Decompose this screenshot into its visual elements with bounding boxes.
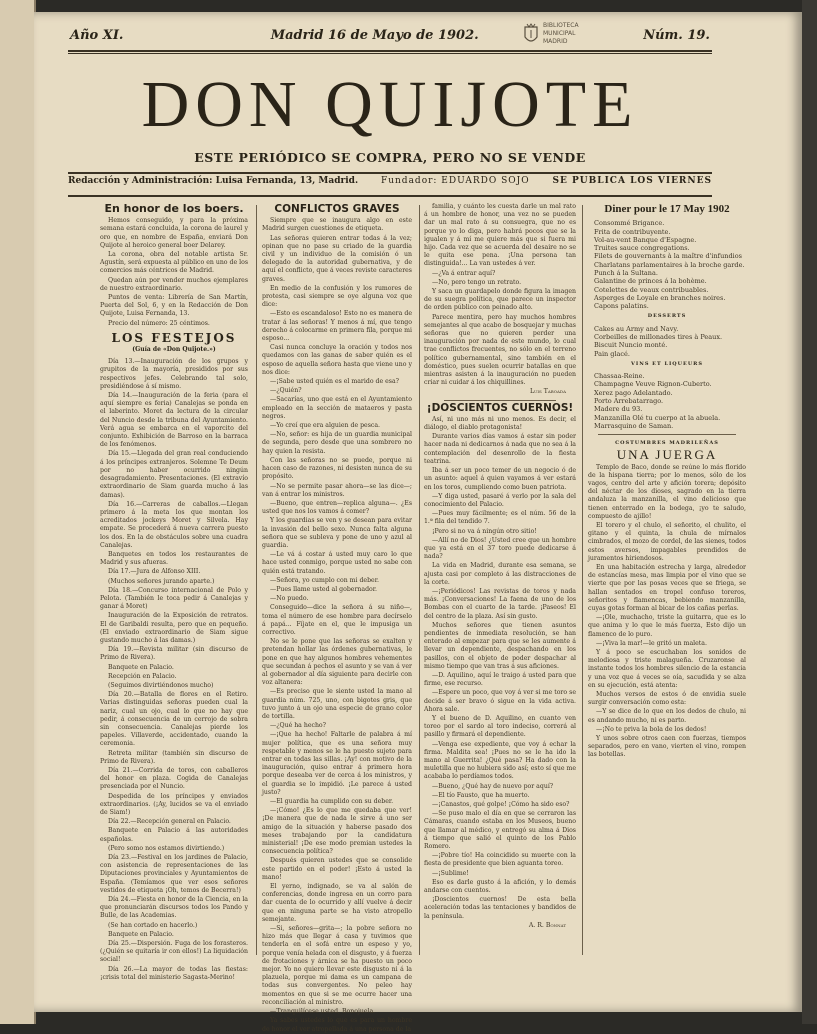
menu-item: Capons palatins. [594,302,649,311]
menu-item: Cotelettes de veaux contribuables. [594,285,709,294]
header-line [70,28,710,43]
menu-item: Filets de gouvernants à la maître d'infundios [594,252,742,261]
conflictos-paragraph: Con las señoras no se puede, porque ni hacen caso de razones, ni desisten nunca de su propósito. [262,456,412,481]
festejos-item: Día 14.—Inauguración de la feria (para el aquí siempre es feria) Canalejas se ponda en el laberinto. Moret da lectura de la circular del Nuncio desde la tribuna del Ayuntamiento. Verá agua se embarca en el vaporcito del conjunto. Exhibición de Barroso en la barraca de los fenómenos. [100,392,248,449]
dessert-list [588,325,746,358]
conflictos-paragraph: Y los guardias se ven y se desean para evitar la invasión del bello sexo. Nunca falta alguna señora que se subleva y pone de uno y azul al guardia. [262,517,412,549]
festejos-item: Banquete en Palacio. [108,663,174,671]
conflictos-paragraph: —No se permite pasar ahora—se las dice—; van á entrar los ministros. [262,482,412,498]
wine-item: Chassaa-Reine. [594,372,645,381]
conflictos-paragraph: Conseguido—dice la señora á su niño—, toma el número de ese hombre para decírselo á papá... Fíjate en el, que le impusiga un correctivo. [262,604,412,636]
conflictos-paragraph: —No puedo. [270,595,309,603]
masthead-title: DON QUIJOTE [141,68,639,141]
festejos-item: Día 15.—Llegada del gran real conduciendo á los príncipes extranjeros. Solemne Te Deum por no haber ocurrido ningún desagradamiento. Presentaciones. (El extravío extraordinario de Siam guarda mucho á las damas). [100,450,248,499]
conflictos-paragraph: —Sacarías, uno que está en el Ayuntamiento empleado en la sección de mataeros y pasta negros. [262,396,412,420]
festejos-item: (Se han cortado en hacerlo.) [108,921,198,929]
doscientos-paragraph: Así, ni uno más ni uno menos. Es decir, el diálogo, el diablo protagonista! [424,415,576,432]
conflictos-paragraph: —Le vá á costar á usted muy caro lo que hace usted conmigo, porque usted no sabe con quién está tratando. [262,551,412,575]
signature-bonnat: A. R. Bonnat [528,921,566,929]
festejos-list [100,358,248,982]
menu-item: Vol-au-vent Banque d'Espagne. [594,235,697,244]
founder: Fundador: EDUARDO SOJO [380,176,530,186]
doscientos-paragraph: —Espere un poco, que voy á ver si me toro se decide á ser bravo ó sigue en la vida activa. Ahora sale. [424,689,576,713]
festejos-item: (Pero somo nos estamos divirtiendo.) [108,844,225,852]
doscientos-paragraph: La vida en Madrid, durante esa semana, se ajusta casi por completo á las distracciones de la corte. [424,562,576,586]
conflictos-paragraph: —Esto es escandaloso! Esto no es manera de tratar á las señoras! Y menos á mí, que tengo derecho á colocarme en primera fila, porque mi esposo... [262,310,412,343]
festejos-item: Día 19.—Revista militar (sin discurso de Primo de Rivera). [100,646,248,662]
conflictos-paragraph: —Tranquilícese usted, Bonojuela. [270,1008,376,1016]
issue-number: Núm. 19. [643,28,710,43]
doscientos-paragraph: —Venga ese expediente, que voy á echar la firma. Maldita sea! ¡Pues no se le ha ido la mano al Guerrita! ¿Qué pasa? Ha dado con la muletilla que no hubiera sido así; esto sí que me acababa lo perdíamos todos. [424,740,576,781]
costumbres-label: COSTUMBRES MADRILEÑAS [615,440,719,447]
library-line-1: BIBLIOTECA [543,22,579,29]
doscientos-title: ¡DOSCIENTOS CUERNOS! [426,401,574,414]
conflictos-paragraph: No se le pone que las señoras se exalten y pretendan hollar las órdenes gubernativas, le pone en que hay algunos hombres vehementes que secundan á pechos el asunto y se van á ver al gobernador al día siguiente para decirle con voz altanera: [262,638,412,687]
year-label: Año XI. [70,28,124,43]
menu-item: Punch á la Sultana. [594,268,658,277]
column-4 [588,203,746,993]
festejos-item: Día 24.—Fiesta en honor de la Ciencia, en la que pronunciarán discursos todos los Pando y Bulle, de las Academias. [100,896,248,920]
doscientos-paragraph: Durante varios días vamos á estar sin poder hacer nada ni dedicarnos á nada que no sea á la contemplación del desenrollo de la fiesta teatrina. [424,433,576,465]
doscientos-paragraph: ¡Pero si no va á ningún otro sitio! [432,527,537,535]
conflictos-paragraph: —Pues llame usted al gobernador. [270,585,378,593]
conflictos-continued [424,203,576,387]
masthead-rule-bottom [68,195,712,197]
festejos-item: Banquetes en todos los restaurantes de Madrid y sus afueras. [100,550,248,567]
conflictos-paragraph: —¿Va á entrar aquí? [432,269,496,277]
menu-list [588,219,746,310]
wine-item: Porto Arrebatarrago. [594,396,664,405]
column-divider-1 [256,205,257,955]
doscientos-paragraph: —Pues muy fácilmente; es el núm. 56 de la 1.ª fila del tendido 7. [424,510,576,526]
doscientos-paragraph: —El tío Fausto, que ha muerto. [432,791,530,799]
festejos-item: Día 25.—Dispersión. Fuga de los forasteros. (¿Quién se quitaría ir con ellos!) La liquidación social! [100,940,248,964]
doscientos-body [424,416,576,921]
boers-p2: La corona, obra del notable artista Sr. Agustín, será expuesta al público en uno de los comercios más céntricos de Madrid. [100,251,248,275]
header-rule-2 [68,53,712,54]
juerga-paragraph: —¡Viva la mar!—le gritó un maleta. [596,639,707,647]
boers-title: En honor de los boers. [104,202,244,215]
boers-p4: Puntos de venta: Librería de San Martín, Puerta del Sol, 6, y en la Redacción de Don Quijote, Luisa Fernanda, 13. [100,294,248,318]
menu-title: Diner pour le 17 May 1902 [604,203,730,215]
dessert-item: Biscuit Nuncio monté. [594,341,668,350]
crest-icon [523,23,539,45]
menu-item: Charlatans parlamentaires à la broche garde. [594,260,745,269]
juerga-paragraph: Templo de Baco, donde se reúne lo más florido de la hispana tierra; por lo menos, sólo de los vagos, centro del arte y afición torera; depósito del néctar de los dioses, sagrado en la tierra andaluza la manzanilla, el vino delicioso que tienen enterrado en la bodega, ¡yo te saludo, compuesto de ajillo! [588,463,746,520]
binding-margin [0,0,36,1024]
doscientos-paragraph: Muchos señores que tienen asuntos pendientes de inmediata resolución, se han enterado al empezar para que se les aumente á llevar un dependiente, despachando en los pasillos, con el objeto de poder despachar al mismo tiempo que van tras á sus aficiones. [424,621,576,670]
festejos-item: Banquete en Palacio á las autoridades españolas. [100,827,248,843]
conflictos-paragraph: Y saca un guardapelo donde figura la imagen de su suegra política, que parece un inspector de orden público con peinado alto. [424,288,576,312]
conflictos-paragraph: Ya sabes ustedes lo que es para un hombre de honor el ver atropellada á una persona de la [262,1017,412,1033]
wine-item: Manzanilla Olé tu cuerpo at la abuela. [594,413,721,422]
conflictos-title: CONFLICTOS GRAVES [274,203,400,215]
tagline: ESTE PERIÓDICO SE COMPRA, PERO NO SE VENDE [194,150,586,165]
publish-schedule: SE PUBLICA LOS VIERNES [552,176,712,186]
column-divider-2 [419,205,420,955]
conflictos-paragraph: —Yo creí que era alguien de pesca. [270,422,381,430]
festejos-title: LOS FESTEJOS [111,330,237,345]
conflictos-paragraph: En medio de la confusión y los rumores de protesta, casi siempre se oye alguna voz que dice: [262,284,412,309]
doscientos-paragraph: —Allí no de Dios! ¿Usted cree que un hombre que ya está en el 37 toro puede dedicarse á nada? [424,536,576,561]
juerga-paragraph: El torero y el chulo, el señorito, el chulito, el gitano y el quinta, la chula de mírnalos cimbrados, el mozo de cordel, de las sienes, todos estos aversos, impagables prendidos de juramentos hiriendosos. [588,521,746,562]
doscientos-paragraph: —Bueno, ¿Qué hay de nuevo por aquí? [432,782,554,790]
juerga-paragraph: Y á poco se escuchaban los sonidos de melodiosa y triste malagueña. Cruzaronse al instante todos los hombres silencio de la estancia y una voz que á veces se oía, sacudida y se alza en su ejecución, está atenta: [588,649,746,689]
festejos-item: Inauguración de la Exposición de retratos. El de Garibaldi resulta, pero que en pequeño. (El enviado extraordinario de Siam sigue gustando mucho á las damas.) [100,612,248,644]
conflictos-paragraph: Parece mentira, pero hay muchos hombres semejantes al que acabo de bosquejar y muchas señoras que no quieren perder una inauguración por nada de este mundo, lo cual trae conflictos frecuentes, no sólo en el terreno político gubernamental, sino también en el doméstico, pues suelen ocurrir batallas en que mientras asisten á la inauguración no pueden criar ni cuidar á los chiquillines. [424,313,576,387]
date-label: Madrid 16 de Mayo de 1902. [270,28,479,43]
juerga-paragraph: —¡Ole, muchacho, triste la guitarra, que es lo que anima y lo que le más fuerza, Esto dijo un flamenco de lo puro. [588,614,746,638]
menu-rule [598,434,736,435]
column-2 [262,203,412,1033]
masthead-rule-top [68,172,712,174]
doscientos-paragraph: ¡Doscientos cuernos! De esta bella aceleración todas las tentaciones y bandidos de la península. [424,896,576,920]
desserts-label: DESSERTS [647,313,687,320]
doscientos-paragraph: —D. Aquilino, aquí le traigo á usted para que firme, ese recurso. [424,671,576,688]
festejos-item: Día 23.—Festival en los jardines de Palacio, con asistencia de representaciones de las Diputaciones provinciales y Ayuntamientos de España. (Temíamos que ver esos señores vestidos de etiqueta ¡Oh, temos de Becerra!) [100,854,248,894]
doscientos-paragraph: —¡Sublime! [432,869,469,877]
dessert-item: Cakes au Army and Navy. [594,324,679,333]
festejos-item: Día 13.—Inauguración de los grupos y grupitos de la mayoría, presididos por sus respectivos jefes. Celebrando tal solo, presidiéndose á sí mismo. [100,358,248,390]
conflictos-paragraph: —No, pero tengo un retrato. [432,278,522,286]
festejos-item: Día 17.—Jura de Alfonso XIII. [108,568,201,576]
menu-item: Galantine de princes á la bohème. [594,277,707,286]
juerga-paragraph: —Y se dice de lo que en los dedos de chulo, ni es andando mucho, ni es parto. [588,708,746,724]
doscientos-paragraph: —Se puso malo el día en que se cerraron las Cámaras, cuando estaba en los Museos, bueno que llamar al médico, y entregó su alma á Dios á tiempo que salió el quinto de los Pablo Romero. [424,810,576,851]
doscientos-paragraph: —¡Pobre tío! Ha coincidido su muerte con la fiesta de presidente que bien aguanta toreo. [424,852,576,868]
column-3 [424,203,576,993]
info-bar [68,176,712,186]
admin-address: Redacción y Administración: Luisa Fernanda, 13, Madrid. [68,176,359,186]
wine-item: Champagne Veuve Rignon-Cuberto. [594,380,712,389]
library-text [543,22,579,46]
boers-p1: Hemos conseguido, y para la próxima semana estará concluida, la corona de laurel y oro que, en nombre de España, enviará Don Quijote al heroico general boer Delarey. [100,217,248,249]
menu-item: Frita de contribuyente. [594,227,671,236]
wine-list [588,372,746,430]
doscientos-paragraph: Y el bueno de D. Aquilino, en cuanto ven toreo por el sardo al toro indeciso, correrá al pasillo y firmará el dependiente. [424,714,576,739]
conflictos-paragraph: El yerno, indignado, se va al salón de conferencias, donde ingresa en un corro para dar cuenta de lo ocurrido y allí vuelve á decir que en ninguna parte se ha visto atropello semejante. [262,883,412,923]
conflictos-body [262,217,412,1034]
conflictos-paragraph: familia, y cuánto les cuesta darle un mal rato á un hombre de honor, una vez no se pueden dar un mal rato á su consuegra, que no es porque yo lo diga, pero habrá pocos que se la igualen y á mí me quiere más que si fuera mi hijo. Cada vez que se acuerda del desaire no se le quita ese pena. ¡Una persona tan distinguida!... La van ustedes á ver. [424,203,576,268]
menu-item: Asperges de Loyale en branches noires. [594,293,726,302]
doscientos-paragraph: —Y diga usted, pasaré á verlo por la sala del conocimiento del Palacio. [424,492,576,508]
juerga-paragraph: Muchos versos de estos ó de envidia suele surgir conversación como esta: [588,691,746,707]
wine-item: Madere du 93. [594,405,643,414]
conflictos-paragraph: —Si, señores—grita—; la pobre señora no hizo más que llegar á casa y tuvimos que tenderla en el sofá entre un espeso y yo, porque venía helada con el disgusto, y á fuerza de frotaciones y árnica se ha puesto un poco mejor. Yo no quiero llevar este disgusto ni á la plazuela, porque mi dama es un campana de todas sus convergentes. No peleo hay momentos en que si se me ocurre hacer una reconciliación al ministro. [262,925,412,1006]
wines-label: VINS ET LIQUEURS [631,360,703,367]
conflictos-paragraph: —¡Sabe usted quién es el marido de esa? [270,378,399,386]
festejos-item: Recepción en Palacio. [108,672,177,680]
boers-p5: Precio del número: 25 céntimos. [108,319,210,327]
festejos-item: Día 20.—Batalla de flores en el Retiro. Varias distinguidas señoras pueden cual la nariz, cual un ojo, cual lo que no hay que pedir, á consecuencia de un cerrojo de sobra sin consecuencia. Canalejas pierde los papeles. Villaverde, accidentado, cuando la ceremonia. [100,691,248,748]
signature-taboada: Luis Taboada [529,388,566,396]
conflictos-paragraph: —Bueno, que entren—replica alguna—. ¿Es usted que nos los vamos á comer? [262,499,412,516]
conflictos-paragraph: —¿Qué ha hecho? [270,722,326,730]
doscientos-paragraph: —¡Periódicos! Las revistas de toros y nada más. ¡Conversaciones! La faena de uno de los Bombas con el cuarto de la tarde. ¡Paseos! El del centro de la plaza. Así sin gusto. [424,587,576,620]
wine-item: Xerez pago Adelantado. [594,388,673,397]
boers-p3: Quedan aún por vender muchos ejemplares de nuestro extraordinario. [100,276,248,292]
library-line-3: MADRID [543,38,568,45]
conflictos-paragraph: —Es preciso que le siente usted la mano al guardia núm. 725, uno, con bigotes gris, que tuvo junto á un ojo una especie de grano color de tortilla. [262,688,412,720]
menu-item: Truites sauce congregations. [594,244,690,253]
doscientos-paragraph: Iba á ser un poco temer de un negocio ó de un asunto: aquel á quien vayamos á ver estará en los toros, cumpliendo como buen patriota. [424,467,576,491]
doscientos-paragraph: —¡Canastos, qué golpe! ¡Cómo ha sido eso? [432,801,570,809]
library-line-2: MUNICIPAL [543,30,576,37]
festejos-item: Día 16.—Carreras de caballos.—Llegan primero á la meta los que montan los acreditados jockeys Moret y Silvela. Hay empate. Se procederá á nueva carrera puesto los dos. En la de obstáculos sobre una cuadra Canalejas. [100,500,248,549]
festejos-item: Banquete en Palacio. [108,930,174,938]
juerga-paragraph: En una habitación estrecha y larga, alrededor de estancías mesa, mas limpia por el vino que se vierte que por las posas veces que se friega, se hallan sentados en tropel confuso toreros, señoritos y flamencas, bebiendo manzanilla, cuyas gotas forman al bicar de los cañas perlas. [588,563,746,612]
juerga-paragraph: Y unos sobre otros caen con fuerzas, tiempos separados, pero en vano, vierten el vino, rompen las botellas. [588,735,746,759]
conflictos-paragraph: Las señoras quieren entrar todas á la vez; opinan que no pase su criado de la guardia civil y un individuo de la comisión ó un delegado de la autoridad gubernativa, y de aquí el conflicto, que á veces reviste caracteres graves. [262,234,412,283]
conflictos-paragraph: Después quieren ustedes que se consolide este partido en el poder! ¡Esto á usted la mano! [262,857,412,881]
column-divider-3 [582,205,583,955]
conflictos-paragraph: —Señora, yo cumplo con mi deber. [270,576,379,584]
juerga-body [588,464,746,760]
doscientos-paragraph: Eso es darle gusto á la afición, y lo demás andarse con cuentos. [424,878,576,895]
wine-item: Marrasquino de Saman. [594,421,674,430]
juerga-title: UNA JUERGA [616,447,718,463]
festejos-guide: (Guía de «Don Quijote.») [132,346,216,354]
festejos-item: (Seguimos divirtiéndonos mucho) [108,681,214,689]
library-stamp [523,22,579,46]
festejos-item: Despedida de los príncipes y enviados extraordinarios. (¡Ay, lucidos se va el enviado de Siam!) [100,792,248,817]
festejos-item: (Muchos señores jurando aparte.) [108,577,215,585]
conflictos-paragraph: —No, señor: es hija de un guardia municipal de segunda, pero desde que una sombrero no hay quien la resista. [262,431,412,455]
dessert-item: Corbeilles de millonades tires à Peaux. [594,332,723,341]
dessert-item: Pain glacé. [594,349,630,358]
festejos-item: Día 26.—La mayor de todas las fiestas: ¡crisis total del ministerio Sagasta-Merino! [100,965,248,981]
festejos-item: Día 18.—Concurso internacional de Polo y Pelota. (También le toca pedir á Canalejas y ganar á Moret) [100,586,248,611]
section-rule [444,400,556,401]
conflictos-paragraph: —El guardia ha cumplido con su deber. [270,798,394,806]
header-rule-1 [68,50,712,52]
menu-item: Consommé Brigance. [594,219,665,228]
festejos-item: Día 22.—Recepción general en Palacio. [108,818,231,826]
conflictos-paragraph: Casi nunca concluye la oración y todos nos quedamos con las ganas de saber quién es el esposo de aquella señora hasta que viene uno y nos dice: [262,344,412,376]
conflictos-paragraph: —¡Que ha hecho! Faltarle de palabra á mí mujer política, que es una señora muy respetable y menos se le ha puesto sujeto para entrar en todas las sillas. ¡Ay! con motivo de la inauguración, quiso entrar á primera hora porque deseaba ver de cerca á los ministros, y el guardia se lo impidió. ¡Le parece á usted justo? [262,731,412,796]
scan-edge [802,0,817,1024]
festejos-item: Día 21.—Corrida de toros, con caballeros del honor en plaza. Cogida de Canalejas presenciada por el Nuncio. [100,767,248,791]
conflictos-paragraph: Siempre que se inaugura algo en este Madrid surgen cuestiones de etiqueta. [262,217,412,233]
juerga-paragraph: —¡No te priva la bola de los dedos! [596,725,707,733]
conflictos-paragraph: —¿Quién? [270,387,302,395]
festejos-item: Retreta militar (también sin discurso de Primo de Rivera). [100,749,248,765]
column-1 [100,203,248,993]
conflictos-paragraph: —¡Cómo! ¿Es lo que me quedaba que ver! ¡De manera que de nada le sirve á uno ser amigo de la situación y haberse pasado dos meses trabajando por la candidatura ministerial! ¡De ese modo premian ustedes la consecuencia política? [262,807,412,856]
